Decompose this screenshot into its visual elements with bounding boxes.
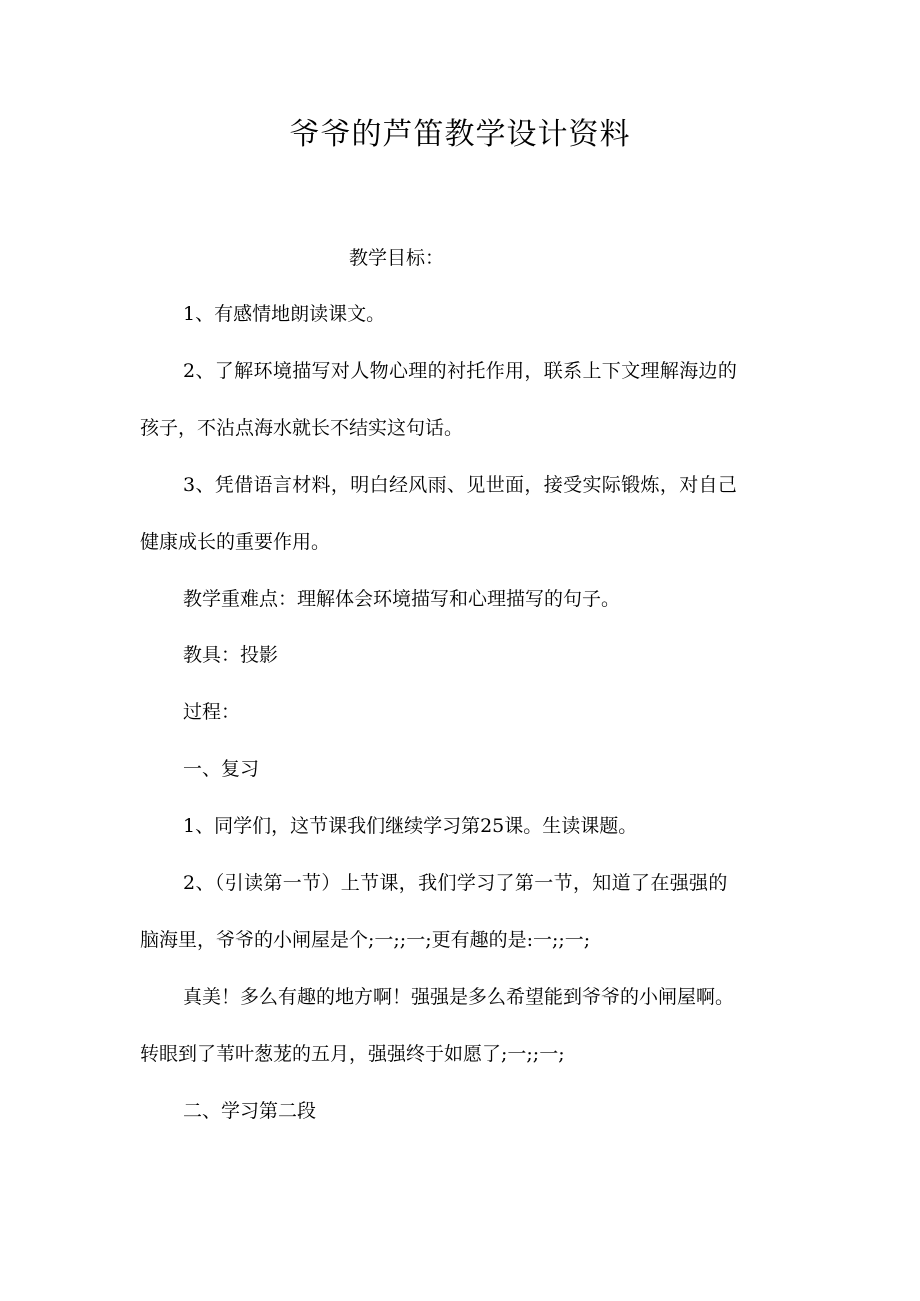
paragraph-line: 3、凭借语言材料，明白经风雨、见世面，接受实际锻炼，对自己 (183, 474, 738, 496)
paragraph-line: 脑海里，爷爷的小闸屋是个;一;;一;更有趣的是:一;;一; (140, 929, 591, 951)
paragraph-line: 转眼到了苇叶葱茏的五月，强强终于如愿了;一;;一; (140, 1043, 565, 1065)
paragraph-line: 2、了解环境描写对人物心理的衬托作用，联系上下文理解海边的 (183, 360, 738, 382)
paragraph-line: 健康成长的重要作用。 (140, 531, 331, 553)
paragraph-line: 教具：投影 (183, 644, 279, 666)
document-title: 爷爷的芦笛教学设计资料 (289, 117, 631, 152)
section-heading-second-part: 二、学习第二段 (183, 1100, 317, 1122)
paragraph-line: 1、有感情地朗读课文。 (183, 303, 386, 325)
paragraph-line: 教学重难点：理解体会环境描写和心理描写的句子。 (183, 588, 621, 610)
section-heading-review: 一、复习 (183, 758, 260, 780)
paragraph-line: 过程： (183, 701, 241, 723)
paragraph-line: 孩子，不沾点海水就长不结实这句话。 (140, 417, 464, 439)
paragraph-line: 2、（引读第一节）上节课，我们学习了第一节，知道了在强强的 (183, 872, 728, 894)
paragraph-line: 1、同学们，这节课我们继续学习第25课。生读课题。 (183, 815, 638, 837)
paragraph-line: 真美！多么有趣的地方啊！强强是多么希望能到爷爷的小闸屋啊。 (183, 986, 735, 1008)
section-heading-objectives: 教学目标： (349, 247, 445, 269)
